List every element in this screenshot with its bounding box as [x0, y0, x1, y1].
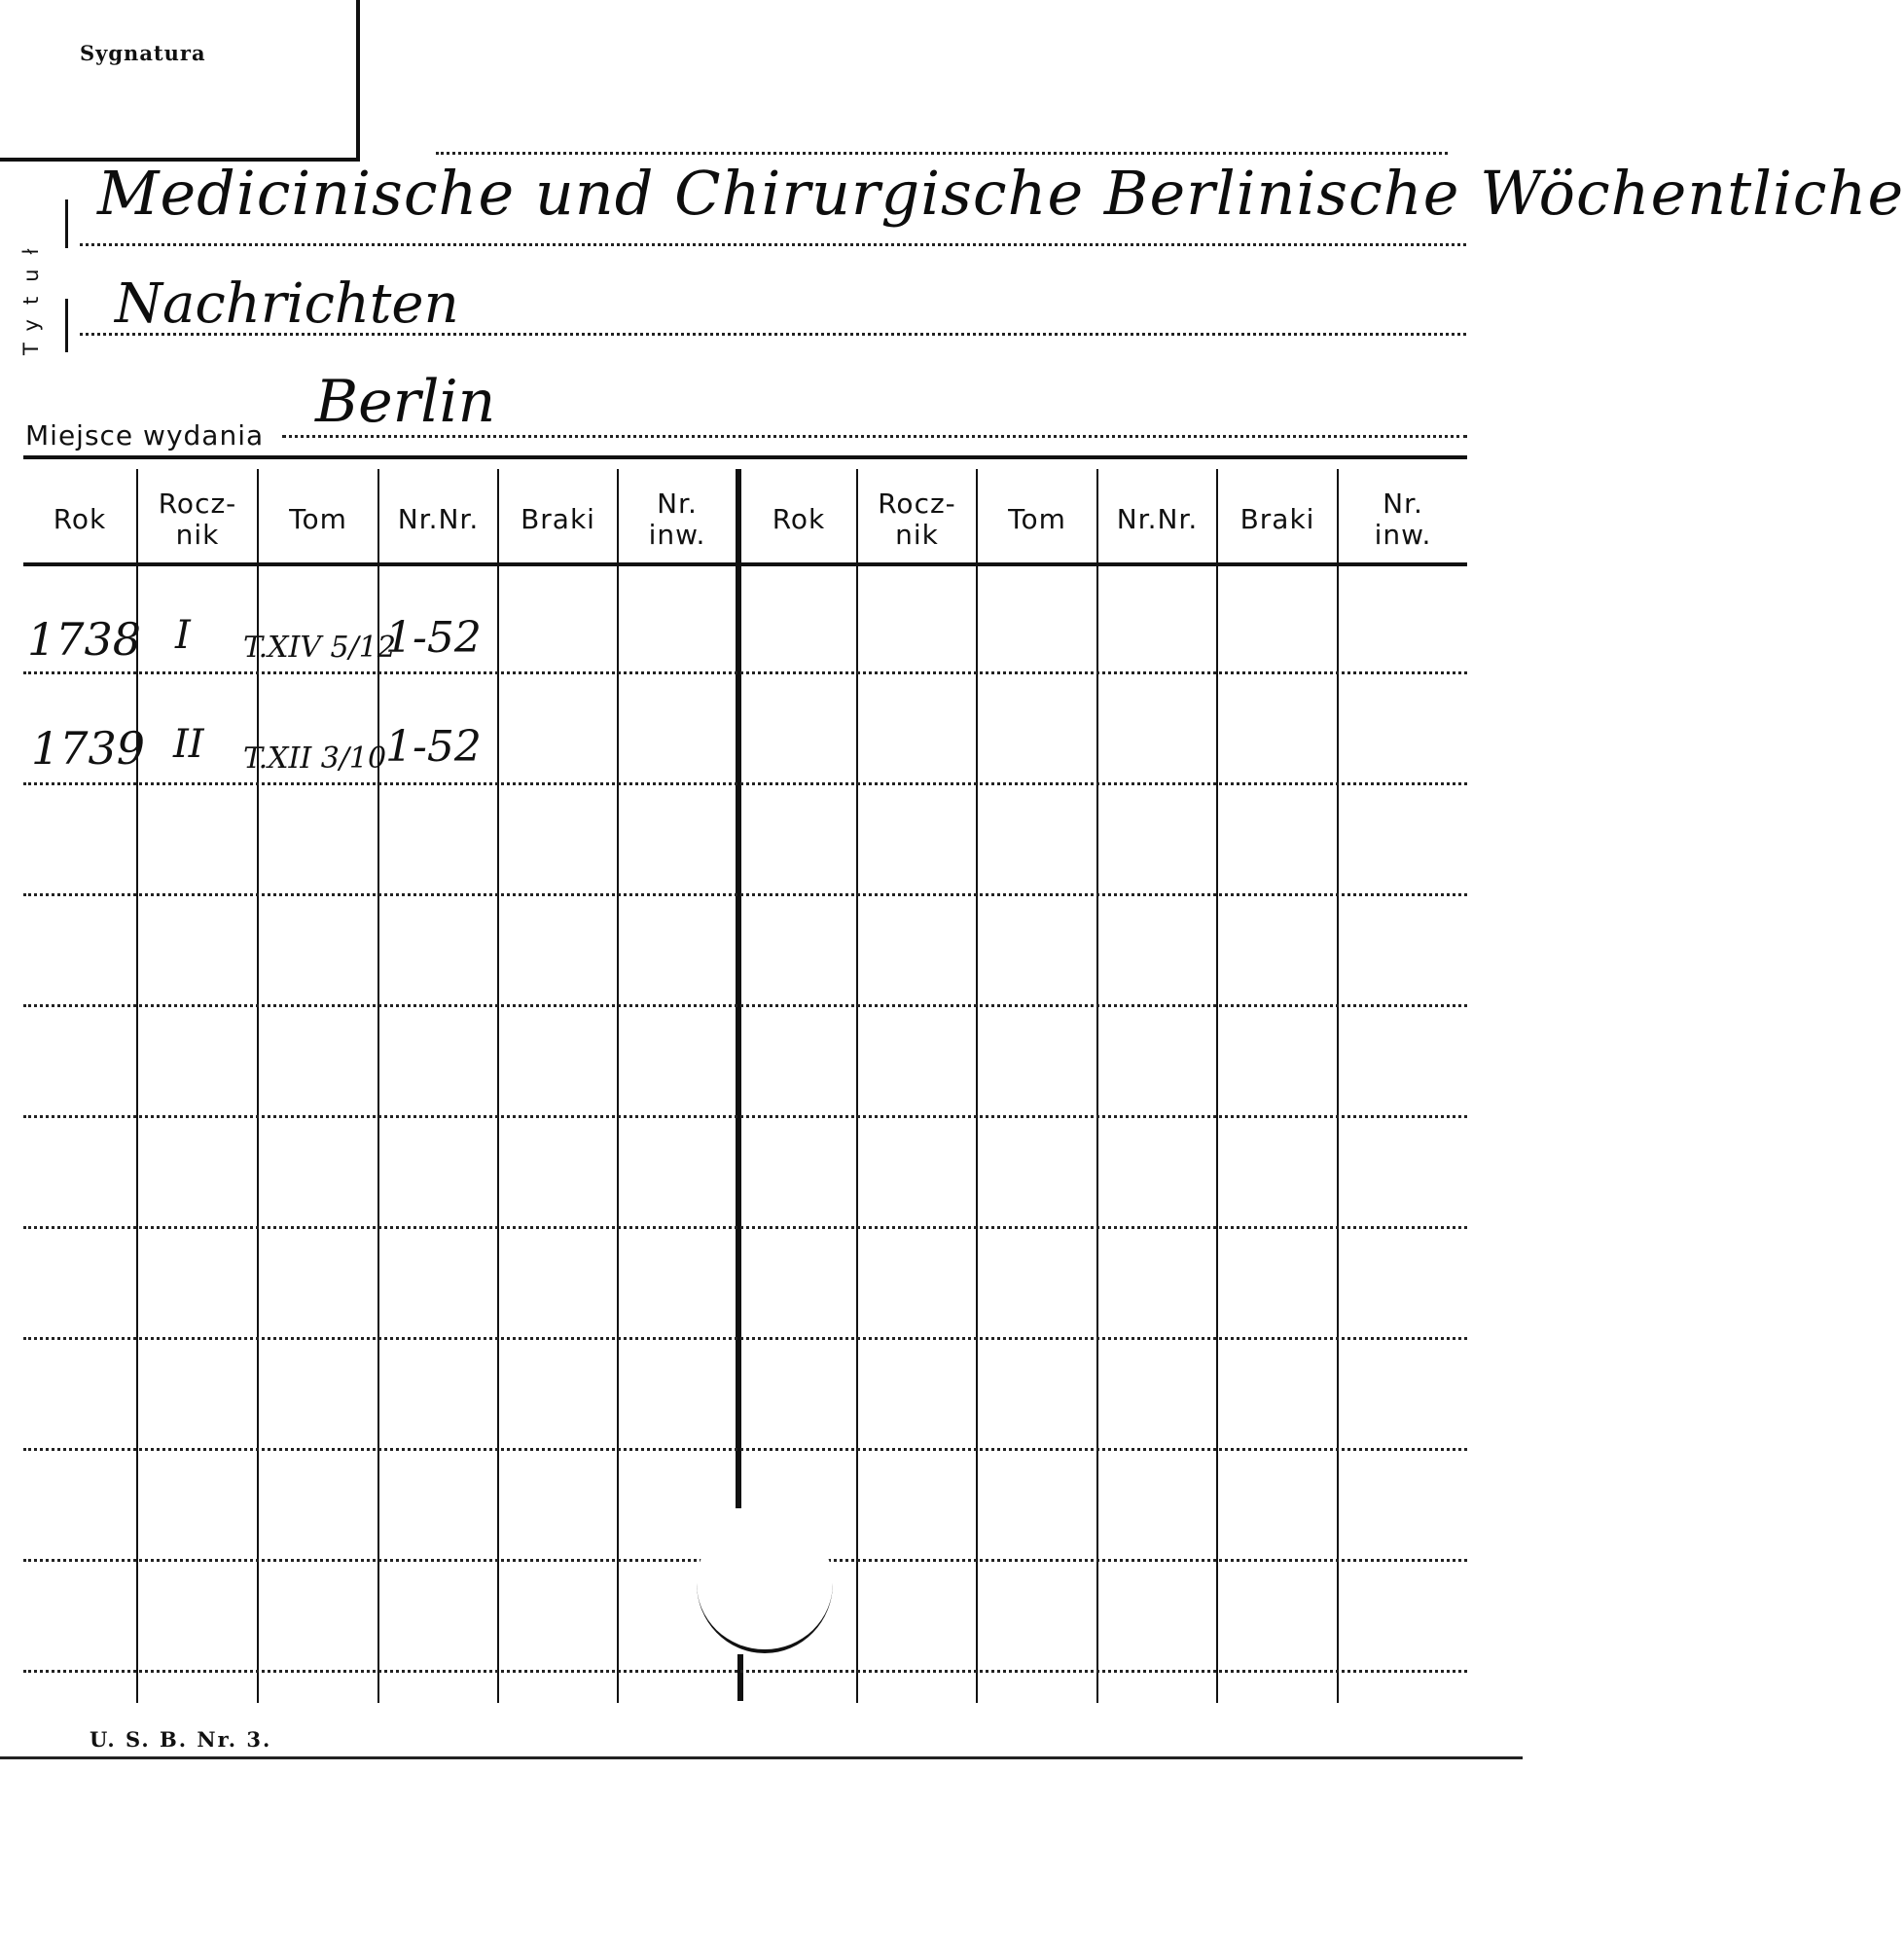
row-separator: [23, 1337, 1467, 1340]
title-side-label: Tytuł: [19, 234, 43, 355]
title-line-2: Nachrichten: [115, 272, 459, 336]
form-number: U. S. B. Nr. 3.: [90, 1727, 272, 1752]
row-separator: [23, 1226, 1467, 1229]
center-divider: [736, 469, 741, 1508]
title-dotted-line-1: [80, 243, 1466, 246]
place-dotted-line: [282, 435, 1467, 438]
entry-rocznik: II: [173, 722, 204, 767]
col-divider: [976, 469, 978, 1703]
row-separator: [23, 1004, 1467, 1007]
header-nrinw-left: Nr. inw.: [648, 488, 706, 551]
entry-rocznik: I: [175, 613, 191, 658]
entry-nrnr: 1-52: [385, 722, 482, 772]
header-nrnr-right: Nr.Nr.: [1116, 503, 1199, 535]
title-bracket-top: [65, 199, 68, 248]
card-bottom-edge: [0, 1756, 1523, 1759]
header-rok-left: Rok: [53, 503, 107, 535]
center-divider-lower: [737, 1654, 743, 1701]
col-divider: [497, 469, 499, 1703]
col-divider: [856, 469, 858, 1703]
signature-box: [0, 0, 360, 162]
header-nrinw-right: Nr. inw.: [1374, 488, 1432, 551]
entry-tom: T.XIV 5/12: [243, 631, 396, 665]
signature-label: Sygnatura: [80, 41, 206, 65]
header-tom-left: Tom: [289, 503, 347, 535]
table-header-rule: [23, 562, 1467, 566]
header-tom-right: Tom: [1008, 503, 1066, 535]
row-separator: [23, 893, 1467, 896]
row-separator: [23, 782, 1467, 785]
entry-tom: T.XII 3/10: [243, 741, 387, 776]
header-braki-left: Braki: [521, 503, 595, 535]
header-nrnr-left: Nr.Nr.: [397, 503, 480, 535]
row-separator: [23, 1670, 1467, 1673]
entry-rok: 1739: [31, 722, 146, 775]
title-bracket-bottom: [65, 299, 68, 352]
entry-rok: 1738: [27, 613, 142, 666]
col-divider: [1337, 469, 1339, 1703]
col-divider: [1216, 469, 1218, 1703]
place-value: Berlin: [315, 368, 496, 436]
row-separator: [23, 1115, 1467, 1118]
header-braki-right: Braki: [1239, 503, 1315, 535]
col-divider: [1096, 469, 1098, 1703]
entry-nrnr: 1-52: [385, 613, 482, 663]
header-rocznik-left: Rocz- nik: [158, 488, 237, 551]
row-separator: [23, 671, 1467, 674]
table-top-rule: [23, 455, 1467, 459]
col-divider: [617, 469, 619, 1703]
header-rok-right: Rok: [772, 503, 826, 535]
header-rocznik-right: Rocz- nik: [878, 488, 956, 551]
title-dotted-line-2: [80, 333, 1466, 336]
punch-hole: [697, 1513, 833, 1653]
row-separator: [23, 1448, 1467, 1451]
place-label: Miejsce wydania: [25, 419, 265, 452]
title-line-1: Medicinische und Chirurgische Berlinische Wöchentliche: [97, 158, 1904, 229]
signature-dotted-line: [436, 152, 1448, 155]
